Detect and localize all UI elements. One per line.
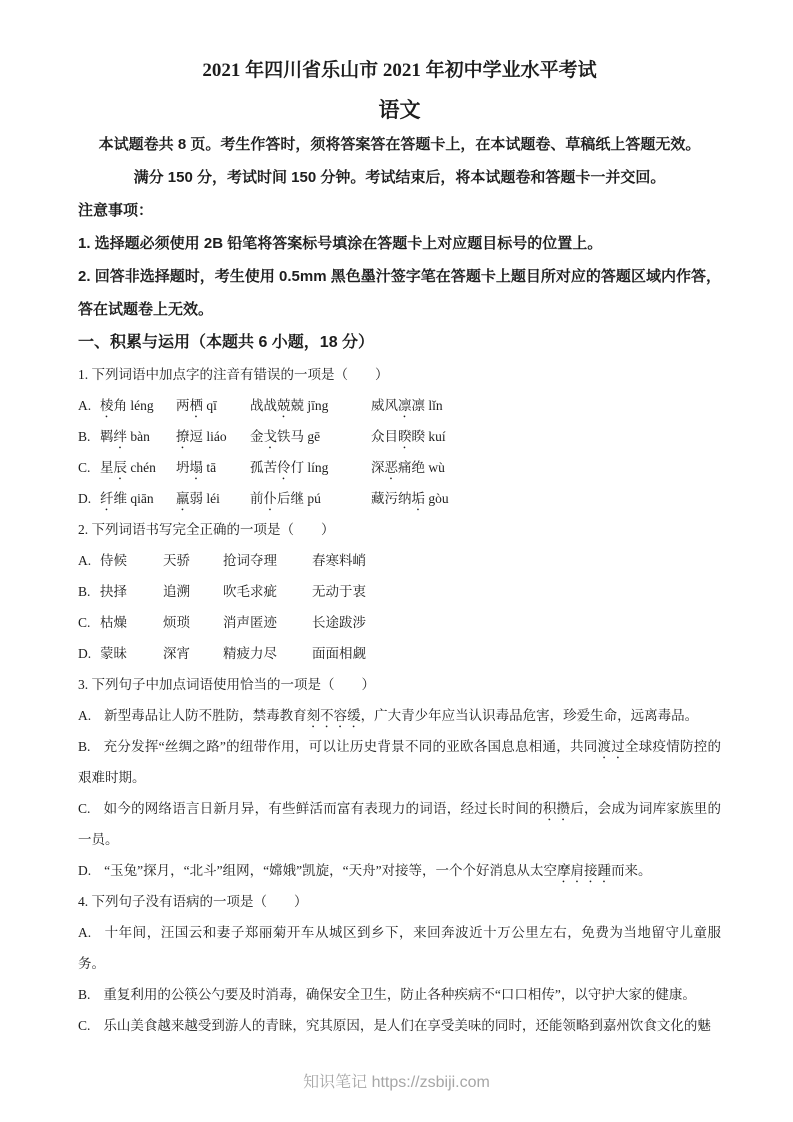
option-label: C. (78, 1018, 91, 1033)
option-text (104, 708, 698, 723)
emphasized-text: 垢 (411, 491, 425, 506)
plain-text: 十年间，汪国云和妻子郑丽菊开车从城区到乡下，来回奔波近十万公里左右，免费为当地留守儿童服务。 (78, 925, 721, 971)
option-label: A. (78, 398, 92, 413)
option-B (78, 731, 721, 793)
plain-text: 蒙昧 (100, 646, 127, 661)
option-D (78, 638, 721, 669)
option-term (100, 576, 163, 607)
option-term (100, 483, 176, 514)
plain-text: 后继 pú (277, 491, 321, 506)
option-label: B. (78, 987, 91, 1002)
option-label: A. (78, 708, 92, 723)
option-term (176, 452, 250, 483)
plain-text: 仃 líng (290, 460, 329, 475)
plain-text: 乐山美食越来越受到游人的青睐，究其原因，是人们在享受美味的同时，还能领略到嘉州饮食文化的魅 (103, 1018, 711, 1033)
emphasized-text: 绊 (113, 429, 127, 444)
plain-text: 痛绝 wù (398, 460, 445, 475)
question-stem: 4. 下列句子没有语病的一项是（ ） (78, 894, 308, 909)
option-label: C. (78, 801, 91, 816)
option-term (100, 452, 176, 483)
plain-text: 重复利用的公筷公勺要及时消毒，确保安全卫生，防止各种疾病不“口口相传”，以守护大家的健康。 (103, 987, 696, 1002)
plain-text: 羁 (100, 429, 114, 444)
emphasized-text: 戈 (263, 429, 277, 444)
plain-text: 抢词夺理 (223, 553, 277, 568)
plain-text: “玉兔”探月，“北斗”组网，“嫦娥”凯旋，“天舟”对接等，一个个好消息从太空 (104, 863, 558, 878)
emphasized-text: 棱 (100, 398, 114, 413)
plain-text: 坍 (176, 460, 190, 475)
option-label: B. (78, 739, 91, 754)
option-label: B. (78, 584, 91, 599)
plain-text: 维 qiān (113, 491, 154, 506)
option-term (100, 607, 163, 638)
option-term (371, 483, 449, 514)
plain-text: 深宵 (163, 646, 190, 661)
plain-text: 抉择 (100, 584, 127, 599)
option-C (78, 607, 721, 638)
option-label: A. (78, 925, 92, 940)
option-term (371, 421, 446, 452)
option-term (312, 607, 366, 638)
plain-text: 吹毛求疵 (223, 584, 277, 599)
emphasized-text: 纤 (100, 491, 114, 506)
option-term (163, 576, 223, 607)
question-stem: 3. 下列句子中加点词语使用恰当的一项是（ ） (78, 677, 375, 692)
plain-text: 星 (100, 460, 114, 475)
plain-text: 烦琐 (163, 615, 190, 630)
emphasized-text: 摩肩接踵 (557, 863, 612, 878)
question-block-2 (78, 514, 721, 669)
plain-text: 充分发挥“丝绸之路”的纽带作用，可以让历史背景不同的亚欧各国息息相通，共同 (103, 739, 598, 754)
plain-text: 天骄 (163, 553, 190, 568)
plain-text: bàn (127, 429, 150, 444)
option-D (78, 483, 721, 514)
plain-text: 面面相觑 (312, 646, 366, 661)
plain-text: 众目 (371, 429, 398, 444)
option-term (371, 390, 443, 421)
plain-text: 孤苦 (250, 460, 277, 475)
question-stem: 1. 下列词语中加点字的注音有错误的一项是（ ） (78, 367, 389, 382)
emphasized-text: 渡过 (597, 739, 625, 754)
notice-item-1: 1. 选择题必须使用 2B 铅笔将答案标号填涂在答题卡上对应题目标号的位置上。 (78, 235, 603, 252)
option-term (312, 576, 366, 607)
plain-text: 全球疫情防控的艰难时期。 (78, 739, 722, 785)
emphasized-text: 睽 (398, 429, 412, 444)
questions-container (78, 359, 721, 1041)
plain-text: 精疲力尽 (223, 646, 277, 661)
question-block-3 (78, 669, 721, 886)
option-term (250, 421, 371, 452)
plain-text: 战战 (250, 398, 277, 413)
plain-text: 逗 liáo (189, 429, 227, 444)
option-label: D. (78, 646, 92, 661)
plain-text: 威风 (371, 398, 398, 413)
notice-item-2: 2. 回答非选择题时，考生使用 0.5mm 黑色墨汁签字笔在答题卡上题目所对应的答题区域内作答，答在试题卷上无效。 (78, 268, 721, 318)
plain-text: 角 léng (113, 398, 154, 413)
notice-heading: 注意事项： (78, 202, 154, 219)
option-text (78, 925, 721, 971)
plain-text: 前 (250, 491, 264, 506)
question-stem: 2. 下列词语书写完全正确的一项是（ ） (78, 522, 335, 537)
emphasized-text: 撩 (176, 429, 190, 444)
emphasized-text: 栖 (189, 398, 203, 413)
plain-text: 藏污纳 (371, 491, 412, 506)
section-heading: 一、积累与运用（本题共 6 小题，18 分） (78, 334, 375, 351)
option-text (104, 863, 651, 878)
option-term (371, 452, 445, 483)
emphasized-text: 积攒 (542, 801, 571, 816)
option-label: B. (78, 429, 91, 444)
option-text (78, 801, 721, 847)
emphasized-text: 刻不容缓 (306, 708, 361, 723)
plain-text: 枯燥 (100, 615, 127, 630)
emphasized-text: 恶 (384, 460, 398, 475)
option-term (163, 545, 223, 576)
subject-title: 语文 (378, 99, 421, 122)
plain-text: 睽 kuí (411, 429, 446, 444)
plain-text: 金 (250, 429, 264, 444)
option-term (163, 607, 223, 638)
plain-text: chén (127, 460, 156, 475)
plain-text: 后，会成为词库家族里的一员。 (78, 801, 722, 847)
plain-text: 无动于衷 (312, 584, 366, 599)
plain-text: 兢 jīng (290, 398, 329, 413)
plain-text: 两 (176, 398, 190, 413)
plain-text: 追溯 (163, 584, 190, 599)
option-term (250, 452, 371, 483)
option-term (312, 638, 366, 669)
plain-text: 新型毒品让人防不胜防，禁毒教育 (104, 708, 307, 723)
plain-text: 凛 lǐn (411, 398, 443, 413)
option-A (78, 700, 721, 731)
option-term (100, 421, 176, 452)
exam-note-1: 本试题卷共 8 页。考生作答时，须将答案答在答题卡上，在本试题卷、草稿纸上答题无效。 (98, 136, 701, 153)
emphasized-text: 仆 (263, 491, 277, 506)
option-C (78, 793, 721, 855)
option-term (223, 638, 312, 669)
option-C (78, 452, 721, 483)
exam-note-2: 满分 150 分，考试时间 150 分钟。考试结束后，将本试题卷和答题卡一并交回。 (133, 169, 666, 186)
option-label: A. (78, 553, 92, 568)
plain-text: 而来。 (611, 863, 652, 878)
option-term (250, 390, 371, 421)
plain-text: 春寒料峭 (312, 553, 366, 568)
option-term (100, 390, 176, 421)
option-term (223, 576, 312, 607)
plain-text: 深 (371, 460, 385, 475)
emphasized-text: 塌 (189, 460, 203, 475)
plain-text: 长途跋涉 (312, 615, 366, 630)
option-label: D. (78, 863, 92, 878)
option-B (78, 979, 721, 1010)
option-label: C. (78, 460, 91, 475)
option-B (78, 421, 721, 452)
page-title: 2021 年四川省乐山市 2021 年初中学业水平考试 (202, 60, 597, 81)
option-label: C. (78, 615, 91, 630)
option-term (100, 638, 163, 669)
option-D (78, 855, 721, 886)
emphasized-text: 兢 (277, 398, 291, 413)
footer-watermark: 知识笔记 https://zsbiji.com (303, 1074, 490, 1091)
plain-text: ，广大青少年应当认识毒品危害，珍爱生命，远离毒品。 (360, 708, 699, 723)
option-term (223, 607, 312, 638)
option-text (78, 739, 721, 785)
emphasized-text: 辰 (113, 460, 127, 475)
plain-text: 侍候 (100, 553, 127, 568)
option-term (250, 483, 371, 514)
option-A (78, 390, 721, 421)
plain-text: gòu (425, 491, 449, 506)
option-term (176, 421, 250, 452)
option-term (176, 483, 250, 514)
option-A (78, 917, 721, 979)
plain-text: tā (203, 460, 217, 475)
plain-text: 弱 léi (189, 491, 220, 506)
option-label: D. (78, 491, 92, 506)
emphasized-text: 伶 (277, 460, 291, 475)
plain-text: 消声匿迹 (223, 615, 277, 630)
emphasized-text: 凛 (398, 398, 412, 413)
question-block-4 (78, 886, 721, 1041)
option-C (78, 1010, 721, 1041)
emphasized-text: 羸 (176, 491, 190, 506)
option-term (176, 390, 250, 421)
option-term (223, 545, 312, 576)
option-term (312, 545, 366, 576)
option-term (163, 638, 223, 669)
option-B (78, 576, 721, 607)
option-A (78, 545, 721, 576)
question-block-1 (78, 359, 721, 514)
plain-text: 如今的网络语言日新月异，有些鲜活而富有表现力的词语，经过长时间的 (103, 801, 543, 816)
plain-text: 铁马 gē (277, 429, 321, 444)
option-term (100, 545, 163, 576)
plain-text: qī (203, 398, 217, 413)
option-text (103, 987, 695, 1002)
option-text (103, 1018, 711, 1033)
